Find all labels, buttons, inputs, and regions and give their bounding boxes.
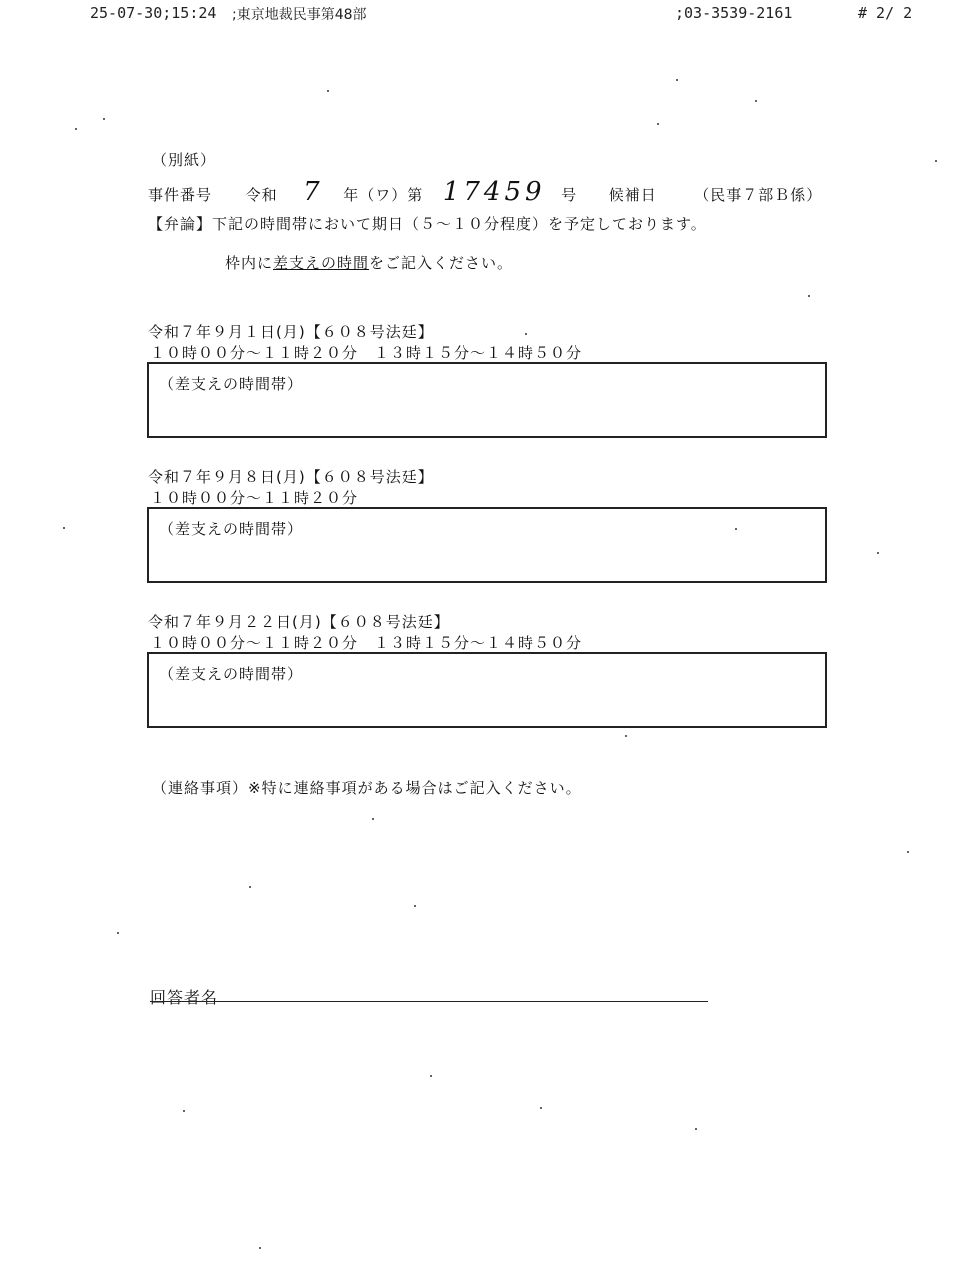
scan-speck: [735, 528, 737, 530]
scan-speck: [676, 79, 678, 81]
case-year-suffix: 年（ワ）第: [343, 186, 424, 204]
scan-speck: [372, 818, 374, 820]
scan-speck: [877, 552, 879, 554]
case-era: 令和: [245, 186, 278, 204]
slot-3-times: １０時００分～１１時２０分 １３時１５分～１４時５０分: [150, 634, 583, 652]
case-year: 7: [303, 177, 324, 207]
slot-3-entry-box[interactable]: [147, 652, 827, 728]
slot-2-times: １０時００分～１１時２０分: [150, 489, 359, 507]
scan-speck: [755, 100, 757, 102]
respondent-name-label: 回答者名: [150, 988, 219, 1007]
contact-note: （連絡事項）※特に連絡事項がある場合はご記入ください。: [152, 779, 582, 797]
fax-phone: ;03-3539-2161: [675, 4, 793, 22]
case-label: 事件番号: [148, 186, 213, 204]
case-number-suffix: 号: [561, 186, 578, 204]
slot-2-date: 令和７年９月８日(月)【６０８号法廷】: [148, 468, 434, 486]
scan-speck: [103, 118, 105, 120]
slot-1-date: 令和７年９月１日(月)【６０８号法廷】: [148, 323, 434, 341]
scan-speck: [808, 295, 810, 297]
notice-line-2-before: 枠内に: [225, 254, 274, 272]
scan-speck: [625, 735, 627, 737]
attachment-label: （別紙）: [152, 151, 217, 169]
scan-speck: [430, 1075, 432, 1077]
slot-3-date: 令和７年９月２２日(月)【６０８号法廷】: [148, 613, 450, 631]
slot-1-entry-box[interactable]: [147, 362, 827, 438]
scan-speck: [249, 886, 251, 888]
scan-speck: [75, 128, 77, 130]
fax-sender: ;東京地裁民事第48部: [232, 7, 367, 23]
notice-line-2-after: をご記入ください。: [369, 254, 514, 272]
slot-2-entry-box[interactable]: [147, 507, 827, 583]
scan-speck: [540, 1107, 542, 1109]
scan-speck: [907, 851, 909, 853]
scan-speck: [657, 123, 659, 125]
slot-1-times: １０時００分～１１時２０分 １３時１５分～１４時５０分: [150, 344, 583, 362]
division-label: （民事７部Ｂ係）: [694, 186, 823, 204]
respondent-name-line[interactable]: [150, 1001, 708, 1002]
fax-datetime: 25-07-30;15:24: [90, 4, 217, 22]
scan-speck: [327, 90, 329, 92]
fax-header: [0, 2, 967, 24]
scan-speck: [695, 1128, 697, 1130]
scan-speck: [63, 527, 65, 529]
scan-speck: [183, 1110, 185, 1112]
case-number-line: [148, 177, 822, 207]
notice-line-1: 【弁論】下記の時間帯において期日（５～１０分程度）を予定しております。: [148, 215, 707, 233]
slot-3-box-label: （差支えの時間帯）: [159, 665, 304, 683]
scan-speck: [414, 905, 416, 907]
notice-line-2-underlined: 差支えの時間: [273, 254, 370, 272]
scan-speck: [525, 333, 527, 335]
candidate-date-label: 候補日: [608, 186, 657, 204]
slot-2-box-label: （差支えの時間帯）: [159, 520, 304, 538]
scan-speck: [935, 160, 937, 162]
notice-line-2: [225, 252, 513, 273]
scan-speck: [117, 932, 119, 934]
scan-speck: [259, 1247, 261, 1249]
fax-page-number: # 2/ 2: [858, 4, 913, 22]
case-number: 17459: [442, 177, 546, 207]
slot-1-box-label: （差支えの時間帯）: [159, 375, 304, 393]
